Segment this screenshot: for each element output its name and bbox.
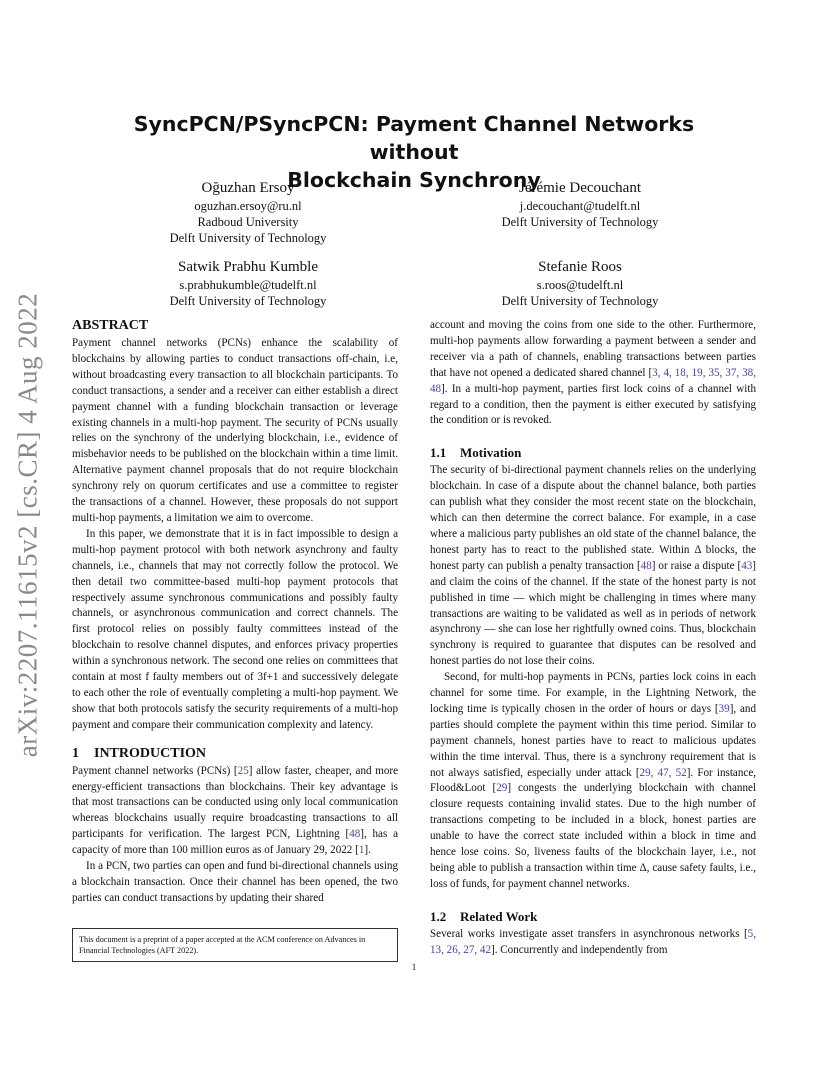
citation-link[interactable]: 48 xyxy=(349,828,361,841)
text-run: ] allow faster, cheaper, and more energy-efficient transactions than blockchains. Their key advantage is that most transactions can be conducted using only local communication whereas blockchains usually require broadcasting transactions to all participants for verification. The largest PCN, Lightning [ xyxy=(72,764,398,841)
text-run: The security of bi-directional payment channels relies on the underlying blockchain. In case of a dispute about the channel balance, both parties can publish what they consider the most recent state on the blockchain, which can then determine the correct balance. For example, in a case where a malicious party publishes an old state of the channel balance, the honest party has to react to the published state. Within Δ blocks, the honest party can publish a penalty transaction [ xyxy=(430,464,756,572)
abstract-heading: ABSTRACT xyxy=(72,318,149,333)
arxiv-stamp-text: arXiv:2207.11615v2 [cs.CR] 4 Aug 2022 xyxy=(12,292,43,758)
abstract-paragraph: Payment channel networks (PCNs) enhance the scalability of blockchains by allowing parties to conduct transactions off-chain, i.e, without broadcasting every transaction to all blockchain participants. To conduct transactions, a sender and a receiver can either establish a direct payment channel with a funding blockchain transaction or leverage existing channels in a multi-hop payment. The security of PCNs usually relies on the synchrony of the underlying blockchain, i.e., evidence of misbehavior needs to be published on the blockchain within a time limit. Alternative payment channel proposals that do not require blockchain synchrony rely on quorum certificates and use a committee to register the transactions of a channel. However, these proposals do not support multi-hop payments, a limitation we aim to overcome. xyxy=(72,337,398,524)
body-paragraph: In a PCN, two parties can open and fund bi-directional channels using a blockchain transaction. Once their channel has been opened, the two parties can conduct transactions by updating their shared xyxy=(72,860,398,904)
citation-link[interactable]: 39 xyxy=(718,702,730,715)
title-line-2: Blockchain Synchrony xyxy=(287,168,541,192)
citation-link[interactable]: 1 xyxy=(358,844,365,857)
citation-link[interactable]: 29, 47, 52 xyxy=(639,766,687,779)
citation-link[interactable]: 5, 13, 26, 27, 42 xyxy=(430,927,756,956)
section-heading-introduction xyxy=(72,744,398,764)
left-column xyxy=(72,316,398,907)
author-block xyxy=(98,178,398,246)
citation-link[interactable]: 3, 4, 18, 19, 35, 37, 38, 48 xyxy=(430,366,757,395)
author-affiliation: Radboud University xyxy=(197,215,299,229)
author-affiliation: Delft University of Technology xyxy=(169,294,327,308)
author-block xyxy=(430,257,730,309)
section-number: 1 xyxy=(72,745,79,761)
section-number: 1.1 xyxy=(430,445,447,461)
text-run: ] congests the underlying blockchain with channel closure requests containing invalid states. Due to the high number of transactions competing to be included in a block, honest parties are unable to have the correct state included within a block in time and hence lose coins. So, liveness faults of the blockchain layer, i.e., not being able to publish a transaction within time Δ, cause safety faults, i.e., loss of funds, for payment channel networks. xyxy=(430,782,756,890)
footnote-box xyxy=(72,928,398,962)
subsection-heading-motivation xyxy=(430,443,756,463)
page-number: 1 xyxy=(411,962,417,972)
author-name: Satwik Prabhu Kumble xyxy=(178,259,318,275)
author-name: Oğuzhan Ersoy xyxy=(201,180,295,196)
text-run: Second, for multi-hop payments in PCNs, parties lock coins in each channel for some time. For example, in the Lightning Network, the locking time is typically chosen in the order of hours or days [ xyxy=(430,671,756,715)
text-run: ]. In a multi-hop payment, parties first lock coins of a channel with regard to a condition, then the payment is either executed by satisfying the condition or is revoked. xyxy=(430,382,756,427)
body-paragraph xyxy=(72,764,398,859)
citation-link[interactable]: 43 xyxy=(741,559,753,572)
citation-link[interactable]: 48 xyxy=(640,559,652,572)
text-run: ], and parties should complete the payment within this time period. Similar to payment channels, honest parties have to react to malicious updates within the time interval. Thus, there is a synchrony requirement that is not always satisfied, especially under attack [ xyxy=(430,702,756,779)
author-name: Jérémie Decouchant xyxy=(518,180,642,196)
text-run: ] or raise a dispute [ xyxy=(651,559,742,572)
author-affiliation: Delft University of Technology xyxy=(501,294,659,308)
section-title: Related Work xyxy=(460,908,538,924)
citation-link[interactable]: 29 xyxy=(496,782,508,795)
body-paragraph xyxy=(430,670,756,893)
author-email: oguzhan.ersoy@ru.nl xyxy=(194,199,302,213)
title-line-1: SyncPCN/PSyncPCN: Payment Channel Networks without xyxy=(133,112,695,164)
body-paragraph xyxy=(430,927,756,959)
body-paragraph xyxy=(430,463,756,670)
text-run: ] and claim the coins of the channel. If the state of the honest party is not published in time — which might be challenging in times where many transactions are waiting to be validated as well as in periods of network asynchrony — she can lose her rightfully owned coins. Thus, blockchain synchrony is required to guarantee that disputes can be resolved and honest parties do not lose their coins. xyxy=(430,559,756,668)
arxiv-stamp xyxy=(0,290,56,760)
section-title: INTRODUCTION xyxy=(94,745,207,761)
footnote-frame xyxy=(72,928,398,962)
text-run: ]. For instance, Flood&Loot [ xyxy=(430,766,757,795)
author-email: s.prabhukumble@tudelft.nl xyxy=(179,278,317,292)
text-run: Several works investigate asset transfers in asynchronous networks [ xyxy=(430,927,748,940)
author-email: j.decouchant@tudelft.nl xyxy=(519,199,641,213)
text-run: ], has a capacity of more than 100 million euros as of January 29, 2022 [ xyxy=(72,828,398,857)
body-paragraph xyxy=(430,318,756,429)
section-number: 1.2 xyxy=(430,908,447,924)
abstract-paragraph: In this paper, we demonstrate that it is in fact impossible to design a multi-hop payment protocol with both network asynchrony and faulty channels, i.e., channels that may not correctly follow the protocol. We then detail two committee-based multi-hop payment protocols that respectively assume synchronous communications and possibly faulty channels, or asynchronous communication and correct channels. The first protocol relies on possibly faulty committees instead of the blockchain to resolve channel disputes, and enforces privacy properties within a synchronous network. The second one relies on committees that contain at most f faulty members out of 3f+1 and successively delegate to each other the role of eventually completing a multi-hop payment. We show that both protocols satisfy the security requirements of a multi-hop payment and compare their communication complexity and latency. xyxy=(72,527,398,731)
text-run: account and moving the coins from one side to the other. Furthermore, multi-hop payments allow forwarding a payment between a sender and receiver via a path of channels, enabling transactions between parties that have not opened a dedicated shared channel [ xyxy=(430,319,756,379)
footnote-text: This document is a preprint of a paper accepted at the ACM conference on Advances in Financial Technologies (AFT 2022). xyxy=(79,935,366,955)
text-run: Payment channel networks (PCNs) [ xyxy=(72,764,238,777)
author-name: Stefanie Roos xyxy=(538,259,622,275)
right-column xyxy=(430,318,756,959)
author-block xyxy=(430,178,730,230)
author-block xyxy=(98,257,398,309)
subsection-heading-related-work xyxy=(430,907,756,927)
text-run: ]. xyxy=(364,844,371,857)
citation-link[interactable]: 25 xyxy=(237,764,249,777)
section-title: Motivation xyxy=(460,445,522,461)
author-affiliation: Delft University of Technology xyxy=(169,231,327,245)
text-run: ]. Concurrently and independently from xyxy=(491,943,668,956)
author-email: s.roos@tudelft.nl xyxy=(536,278,624,292)
author-affiliation: Delft University of Technology xyxy=(501,215,659,229)
